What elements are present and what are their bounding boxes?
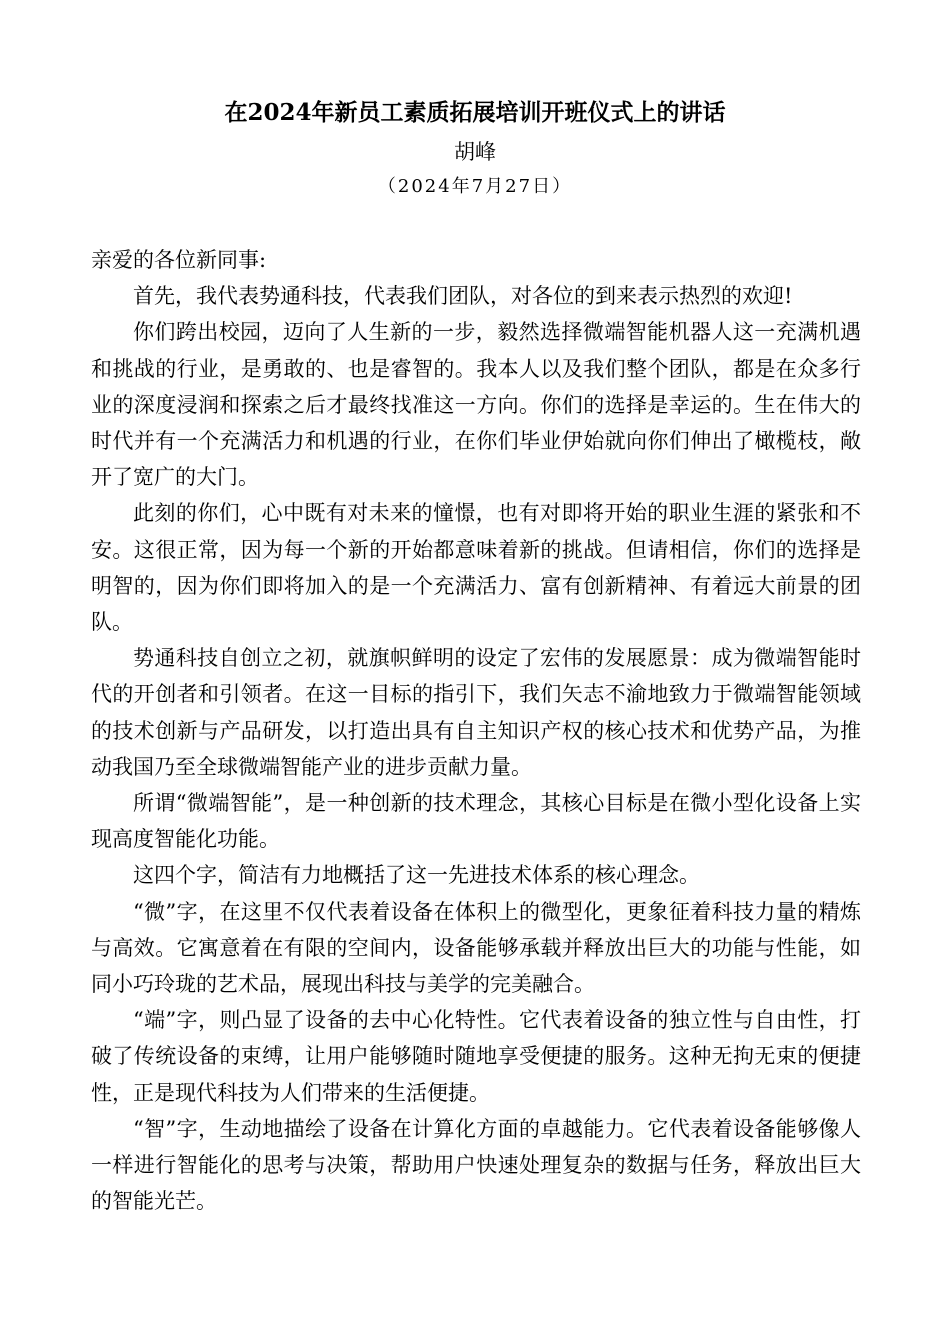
speech-body — [91, 242, 861, 1219]
speech-author: 胡峰 — [454, 140, 496, 164]
salutation: 亲爱的各位新同事: — [91, 248, 267, 272]
paragraph: 你们跨出校园，迈向了人生新的一步，毅然选择微端智能机器人这一充满机遇和挑战的行业，是勇敢的、也是睿智的。我本人以及我们整个团队，都是在众多行业的深度浸润和探索之后才最终找准这一方向。你们的选择是幸运的。生在伟大的时代并有一个充满活力和机遇的行业，在你们毕业伊始就向你们伸出了橄榄枝，敞开了宽广的大门。 — [91, 320, 861, 490]
paragraph: 这四个字，简洁有力地概括了这一先进技术体系的核心理念。 — [133, 863, 700, 888]
paragraph: “微”字，在这里不仅代表着设备在体积上的微型化，更象征着科技力量的精炼与高效。它寓意着在有限的空间内，设备能够承载并释放出巨大的功能与性能，如同小巧玲珑的艺术品，展现出科技与美学的完美融合。 — [91, 899, 861, 997]
paragraph: 所谓“微端智能”，是一种创新的技术理念，其核心目标是在微小型化设备上实现高度智能化功能。 — [91, 791, 861, 852]
paragraph: 此刻的你们，心中既有对未来的憧憬，也有对即将开始的职业生涯的紧张和不安。这很正常，因为每一个新的开始都意味着新的挑战。但请相信，你们的选择是明智的，因为你们即将加入的是一个充满活力、富有创新精神、有着远大前景的团队。 — [91, 501, 861, 635]
speech-title: 在2024年新员工素质拓展培训开班仪式上的讲话 — [224, 99, 726, 126]
paragraph: “智”字，生动地描绘了设备在计算化方面的卓越能力。它代表着设备能够像人一样进行智能化的思考与决策，帮助用户快速处理复杂的数据与任务，释放出巨大的智能光芒。 — [91, 1116, 861, 1214]
paragraph: 首先，我代表势通科技，代表我们团队，对各位的到来表示热烈的欢迎! — [133, 284, 793, 309]
paragraph: “端”字，则凸显了设备的去中心化特性。它代表着设备的独立性与自由性，打破了传统设备的束缚，让用户能够随时随地享受便捷的服务。这种无拘无束的便捷性，正是现代科技为人们带来的生活便捷。 — [91, 1008, 861, 1105]
paragraph: 势通科技自创立之初，就旗帜鲜明的设定了宏伟的发展愿景：成为微端智能时代的开创者和引领者。在这一目标的指引下，我们矢志不渝地致力于微端智能领域的技术创新与产品研发，以打造出具有自主知识产权的核心技术和优势产品，为推动我国乃至全球微端智能产业的进步贡献力量。 — [91, 646, 861, 779]
speech-date: （2024年7月27日） — [377, 176, 573, 197]
